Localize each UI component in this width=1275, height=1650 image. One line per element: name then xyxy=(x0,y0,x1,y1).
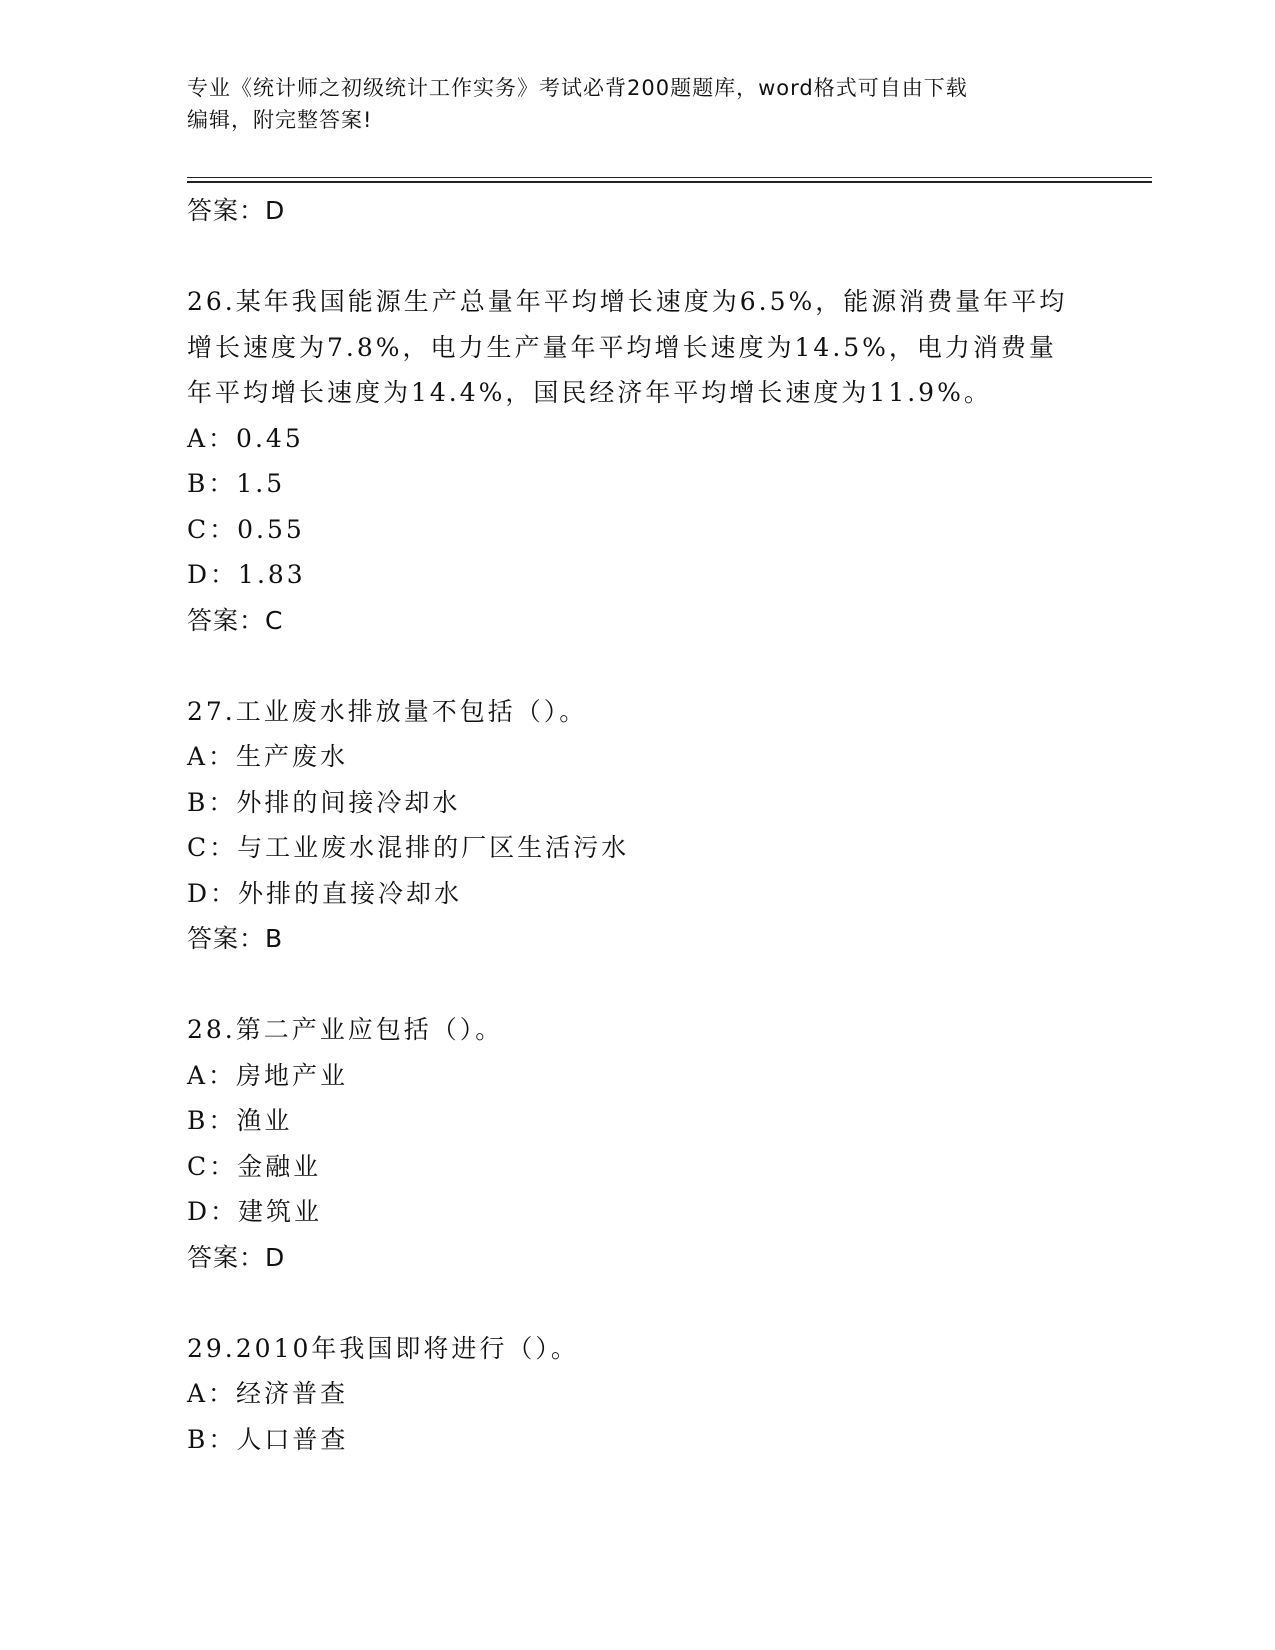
question-26 xyxy=(187,279,1107,643)
header-title-line-1: 专业《统计师之初级统计工作实务》考试必背200题题库，word格式可自由下载 xyxy=(187,76,968,100)
option-a: A：房地产业 xyxy=(187,1060,349,1090)
header-divider-thin xyxy=(187,177,1152,178)
option-b: B：1.5 xyxy=(187,469,286,498)
previous-answer: 答案：D xyxy=(187,196,286,225)
answer: 答案：D xyxy=(187,1242,286,1272)
option-b: B：渔业 xyxy=(187,1106,293,1135)
spacer xyxy=(187,1280,1107,1326)
option-b: B：人口普查 xyxy=(187,1424,349,1454)
question-stem-line: 28.第二产业应包括（）。 xyxy=(187,1015,504,1044)
header-title-line-2: 编辑，附完整答案! xyxy=(187,108,373,132)
option-a: A：经济普查 xyxy=(187,1379,349,1408)
option-c: C：与工业废水混排的厂区生活污水 xyxy=(187,833,630,862)
answer: 答案：B xyxy=(187,924,284,953)
spacer xyxy=(187,643,1107,689)
question-27 xyxy=(187,689,1107,962)
option-c: C：金融业 xyxy=(187,1151,322,1181)
option-a: A：生产废水 xyxy=(187,742,349,771)
question-stem-line: 年平均增长速度为14.4%，国民经济年平均增长速度为11.9%。 xyxy=(187,378,992,407)
question-stem-line: 29.2010年我国即将进行（）。 xyxy=(187,1333,579,1363)
spacer xyxy=(187,234,1107,280)
option-b: B：外排的间接冷却水 xyxy=(187,787,461,817)
question-stem-line: 27.工业废水排放量不包括（）。 xyxy=(187,696,588,726)
option-d: D：1.83 xyxy=(187,560,306,589)
option-d: D：外排的直接冷却水 xyxy=(187,878,463,908)
question-29 xyxy=(187,1326,1107,1463)
document-header xyxy=(187,72,1087,136)
question-stem-line: 26.某年我国能源生产总量年平均增长速度为6.5%，能源消费量年平均 xyxy=(187,287,1068,316)
answer: 答案：C xyxy=(187,605,284,635)
header-divider-thick xyxy=(187,181,1152,183)
question-28 xyxy=(187,1007,1107,1280)
option-a: A：0.45 xyxy=(187,423,304,453)
option-d: D：建筑业 xyxy=(187,1197,323,1226)
question-list xyxy=(187,188,1107,1462)
question-stem-line: 增长速度为7.8%，电力生产量年平均增长速度为14.5%，电力消费量 xyxy=(187,332,1057,362)
spacer xyxy=(187,962,1107,1008)
option-c: C：0.55 xyxy=(187,514,305,544)
